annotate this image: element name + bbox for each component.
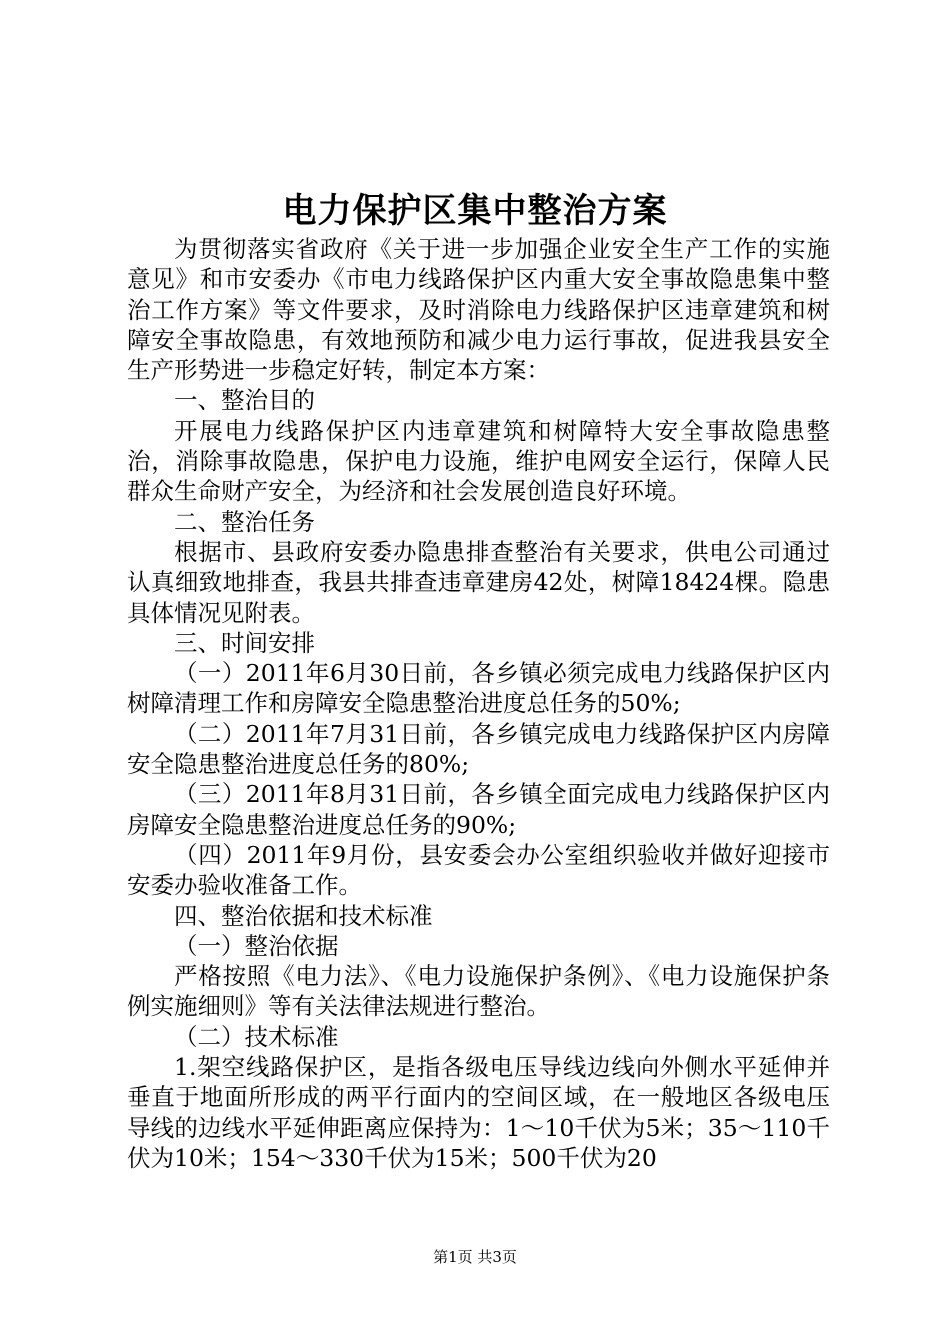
subheading-basis: （一）整治依据	[174, 931, 339, 960]
section-heading-purpose: 一、整治目的	[174, 386, 315, 415]
paragraph-schedule-1: （一）2011年6月30日前，各乡镇必须完成电力线路保护区内树障清理工作和房障安全隐患整治进度总任务的50%;	[127, 659, 830, 718]
paragraph-tasks: 根据市、县政府安委办隐患排查整治有关要求，供电公司通过认真细致地排查，我县共排查违章建房42处，树障18424棵。隐患具体情况见附表。	[127, 537, 830, 627]
section-heading-schedule: 三、时间安排	[174, 628, 315, 657]
page-footer: 第1页 共3页	[433, 1248, 517, 1266]
paragraph-intro: 为贯彻落实省政府《关于进一步加强企业安全生产工作的实施意见》和市安委办《市电力线路保护区内重大安全事故隐患集中整治工作方案》等文件要求，及时消除电力线路保护区违章建筑和树障安全事故隐患，有效地预防和减少电力运行事故，促进我县安全生产形势进一步稳定好转，制定本方案：	[127, 235, 830, 385]
document-title: 电力保护区集中整治方案	[282, 191, 668, 231]
document-body	[127, 234, 830, 1173]
section-heading-tasks: 二、整治任务	[174, 507, 315, 536]
subheading-standards: （二）技术标准	[174, 1022, 339, 1051]
paragraph-schedule-4: （四）2011年9月份，县安委会办公室组织验收并做好迎接市安委办验收准备工作。	[127, 840, 830, 900]
paragraph-schedule-3: （三）2011年8月31日前，各乡镇全面完成电力线路保护区内房障安全隐患整治进度总任务的90%;	[127, 780, 830, 839]
paragraph-purpose: 开展电力线路保护区内违章建筑和树障特大安全事故隐患整治，消除事故隐患，保护电力设施，维护电网安全运行，保障人民群众生命财产安全，为经济和社会发展创造良好环境。	[127, 416, 830, 506]
paragraph-standards-1: 1.架空线路保护区，是指各级电压导线边线向外侧水平延伸并垂直于地面所形成的两平行面内的空间区域，在一般地区各级电压导线的边线水平延伸距离应保持为：1～10千伏为5米；35～110千伏为10米；154～330千伏为15米；500千伏为20	[127, 1053, 830, 1172]
paragraph-schedule-2: （二）2011年7月31日前，各乡镇完成电力线路保护区内房障安全隐患整治进度总任务的80%;	[127, 719, 830, 779]
paragraph-basis: 严格按照《电力法》、《电力设施保护条例》、《电力设施保护条例实施细则》等有关法律法规进行整治。	[127, 962, 830, 1021]
section-heading-basis: 四、整治依据和技术标准	[174, 901, 433, 930]
